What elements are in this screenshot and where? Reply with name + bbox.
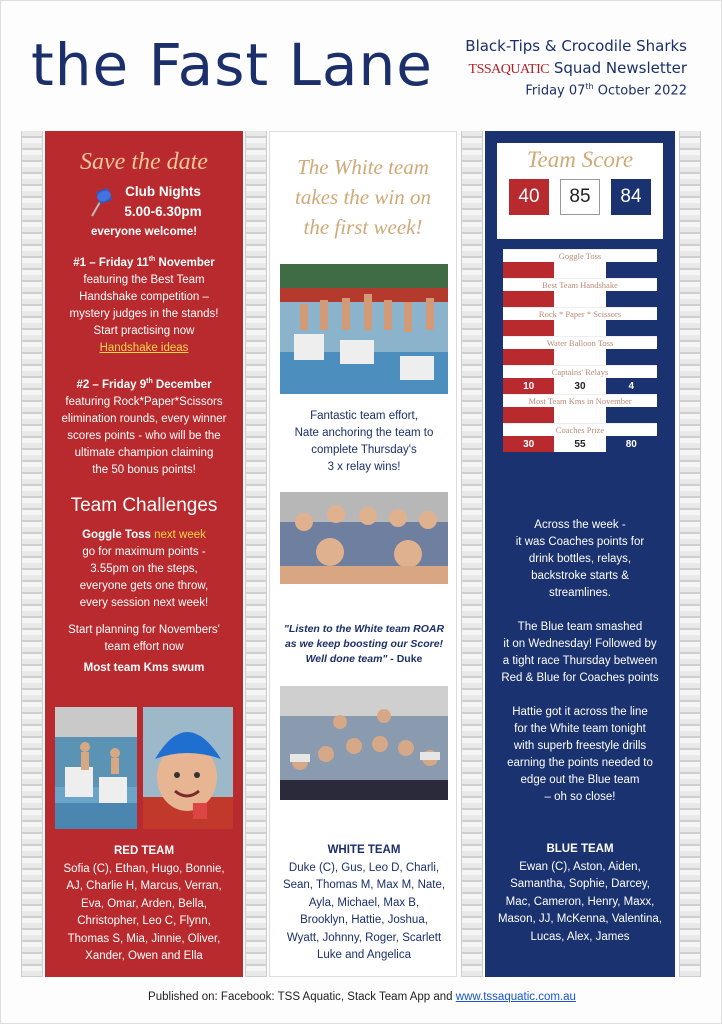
tally-blue-cell [606, 320, 657, 336]
red-team-photo-1 [55, 707, 137, 829]
tally-white-cell: 55 [554, 436, 605, 452]
tally-blue-cell [606, 349, 657, 365]
tally-blue-cell [606, 407, 657, 423]
tally-label: Water Balloon Toss [503, 336, 657, 349]
tally-white-cell [554, 320, 605, 336]
white-team-list: WHITE TEAM Duke (C), Gus, Leo D, Charli, Sean, Thomas M, Max M, Nate, Ayla, Michael, Max B, Brooklyn, Hattie, Joshua, Wyatt, Johnny, Roger, Scarlett Luke and Angelica [270, 842, 458, 965]
tally-red-cell [503, 320, 554, 336]
team-quote: "Listen to the White team ROAR as we keep boosting our Score! Well done team" - Duke [283, 623, 445, 665]
tally-label: Goggle Toss [503, 249, 657, 262]
tally-red-cell [503, 291, 554, 307]
tally-red-cell [503, 349, 554, 365]
tally-row [503, 336, 657, 365]
blue-score: 84 [611, 179, 651, 215]
november-plan: Start planning for Novembers' team effort now Most team Kms swum [68, 623, 220, 674]
footer-text: Published on: Facebook: TSS Aquatic, Stack Team App and [148, 991, 456, 1003]
tally-blue-cell [606, 291, 657, 307]
website-link[interactable]: www.tssaquatic.com.au [455, 991, 576, 1003]
lane-rope-left [21, 131, 43, 977]
tally-blue-cell: 80 [606, 436, 657, 452]
handshake-ideas-link[interactable]: Handshake ideas [99, 341, 189, 354]
team-challenges-heading: Team Challenges [70, 494, 218, 516]
tally-white-cell: 30 [554, 378, 605, 394]
tally-white-cell [554, 291, 605, 307]
tally-blue-cell: 4 [606, 378, 657, 394]
blue-report: Across the week - it was Coaches points for drink bottles, relays, backstroke starts & streamlines. The Blue team smashed it on Wednesday! Followed by a tight race Thursday between Red & Blue for Coaches points Hattie got it across the line for the White team tonight with superb freestyle drills earning the points needed to edge out the Blue team – oh so close! [501, 519, 659, 803]
team-score-box [497, 143, 663, 239]
goggle-toss-info: Goggle Toss next week go for maximum points - 3.55pm on the steps, everyone gets one throw, every session next week! [79, 528, 209, 609]
tally-label: Best Team Handshake [503, 278, 657, 291]
white-team-pool-photo [280, 686, 448, 800]
tally-white-cell [554, 262, 605, 278]
tally-red-cell [503, 262, 554, 278]
tally-label: Most Team Kms in November [503, 394, 657, 407]
tally-red-cell: 30 [503, 436, 554, 452]
save-the-date-heading: Save the date [80, 149, 208, 175]
white-column [269, 131, 457, 977]
red-team-photo-2 [143, 707, 233, 829]
tally-white-cell [554, 349, 605, 365]
white-team-heading: The White team takes the win on the first week! [295, 155, 431, 239]
newsletter-subtitle: TSSAQUATIC Squad Newsletter [468, 59, 687, 77]
white-team-group-photo [280, 492, 448, 584]
tally-white-cell [554, 407, 605, 423]
event-2: #2 – Friday 9th December featuring Rock*Paper*Scissors elimination rounds, every winner scores points - who will be the ultimate champion claiming the 50 bonus points! [61, 377, 227, 476]
issue-date: Friday 07th October 2022 [525, 82, 687, 99]
relay-caption: Fantastic team effort, Nate anchoring the team to complete Thursday's 3 x relay wins! [294, 410, 434, 473]
club-nights: Club Nights 5.00-6.30pm [45, 182, 243, 222]
welcome-text: everyone welcome! [90, 226, 198, 238]
team-score-heading: Team Score [526, 147, 634, 172]
lane-rope-2 [245, 131, 267, 977]
red-score: 40 [509, 179, 549, 215]
red-team-list: RED TEAM Sofia (C), Ethan, Hugo, Bonnie, AJ, Charlie H, Marcus, Verran, Eva, Omar, Arden, Bella, Christopher, Leo C, Flynn, Thomas S, Mia, Jinnie, Oliver, Xander, Owen and Ella [45, 843, 243, 966]
tally-row [503, 278, 657, 307]
tally-red-cell [503, 407, 554, 423]
tss-aquatic-logo: TSSAQUATIC [468, 62, 550, 77]
tally-row [503, 249, 657, 278]
white-team-title: WHITE TEAM [327, 844, 401, 856]
tally-label: Rock * Paper * Scissors [503, 307, 657, 320]
tally-row [503, 423, 657, 452]
pushpin-icon [86, 184, 116, 220]
lane-rope-3 [461, 131, 483, 977]
score-tally-table [503, 249, 657, 452]
red-column [45, 131, 243, 977]
footer [1, 991, 722, 1003]
lane-rope-right [679, 131, 701, 977]
tally-label: Coaches Prize [503, 423, 657, 436]
event-1: #1 – Friday 11th November featuring the Best Team Handshake competition – mystery judges in the stands! Start practising now Handshake ideas [45, 251, 243, 357]
white-team-relay-photo [280, 264, 448, 394]
white-score: 85 [560, 179, 600, 215]
blue-column [485, 131, 675, 977]
tally-blue-cell [606, 262, 657, 278]
tally-row [503, 307, 657, 336]
tally-row [503, 394, 657, 423]
tally-row [503, 365, 657, 394]
squad-names: Black-Tips & Crocodile Sharks [465, 37, 687, 55]
blue-team-list: BLUE TEAM Ewan (C), Aston, Aiden, Samantha, Sophie, Darcey, Mac, Cameron, Henry, Maxx, Mason, JJ, McKenna, Valentina, Lucas, Alex, James [485, 841, 675, 946]
masthead-info [465, 37, 687, 98]
tally-label: Captains' Relays [503, 365, 657, 378]
red-team-title: RED TEAM [113, 845, 175, 857]
tally-red-cell: 10 [503, 378, 554, 394]
newsletter-title: the Fast Lane [31, 31, 433, 99]
blue-team-title: BLUE TEAM [546, 843, 614, 855]
